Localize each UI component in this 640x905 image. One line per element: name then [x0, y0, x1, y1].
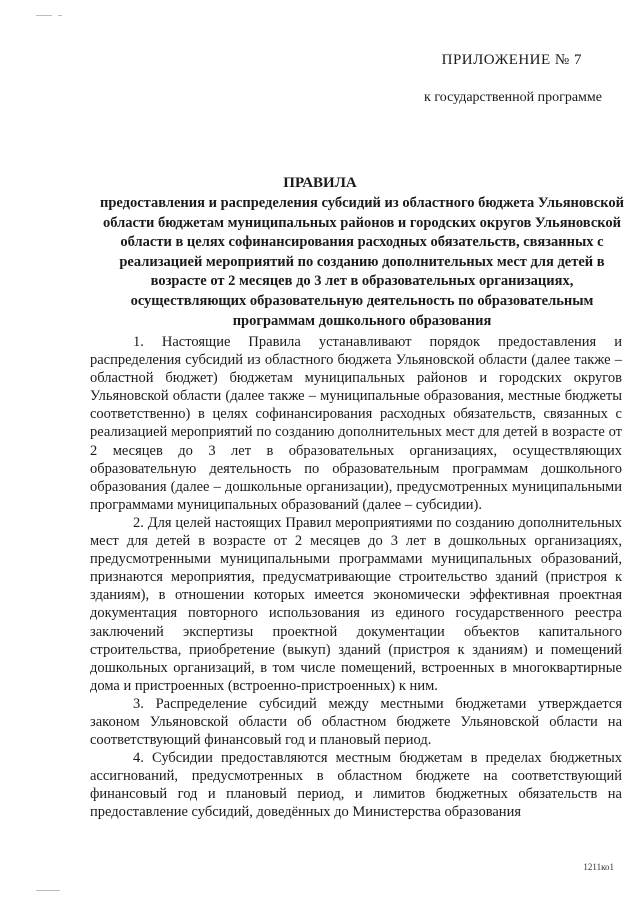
document-subtitle: предоставления и распределения субсидий из областного бюджета Ульяновской области бюджетам муниципальных районов и городских округов Ульяновской области в целях софинансирования расходных обязательств, связанных с реализацией мероприятий по созданию дополнительных мест для детей в возрасте от 2 месяцев до 3 лет в образовательных организациях, осуществляющих образовательную деятельность по образовательным программам дошкольного образования [99, 195, 625, 329]
paragraph-4: 4. Субсидии предоставляются местным бюджетам в пределах бюджетных ассигнований, предусмотренных в областном бюджете на соответствующий финансовый год и плановый период, и лимитов бюджетных обязательств на предоставление субсидий, доведённых до Министерства образования [90, 750, 622, 821]
scan-mark-bottom [36, 890, 60, 891]
scan-mark-top [36, 15, 52, 16]
document-body [90, 333, 622, 822]
document-code: 1211ко1 [583, 862, 614, 872]
program-reference: к государственной программе [424, 90, 602, 105]
scan-mark-top-2 [58, 15, 62, 16]
paragraph-2: 2. Для целей настоящих Правил мероприятиями по созданию дополнительных мест для детей в возрасте от 2 месяцев до 3 лет в дошкольных организациях, предусмотренными муниципальными программами муниципальных образований, признаются мероприятия, предусматривающие строительство зданий (пристроя к зданиям), в отношении которых имеется экономически эффективная проектная документация повторного использования из единого государственного реестра заключений экспертизы проектной документации объектов капитального строительства, приобретение (выкуп) зданий (пристроя к зданиям) и помещений дошкольных организаций, в том числе помещений, встроенных в многоквартирные дома и пристроенных (встроенно-пристроенных) к ним. [90, 514, 622, 694]
paragraph-1: 1. Настоящие Правила устанавливают порядок предоставления и распределения субсидий из областного бюджета Ульяновской области (далее также – областной бюджет) бюджетам муниципальных районов и городских округов Ульяновской области (далее также – муниципальные образования, местные бюджеты соответственно) в целях софинансирования расходных обязательств, связанных с реализацией мероприятий по созданию дополнительных мест для детей в возрасте от 2 месяцев до 3 лет в образовательных организациях, осуществляющих образовательную деятельность по образовательным программам дошкольного образования (далее – дошкольные организации), предусмотренных муниципальными программами муниципальных образований (далее – субсидии). [90, 334, 622, 513]
appendix-number: ПРИЛОЖЕНИЕ № 7 [441, 52, 582, 68]
document-title: ПРАВИЛА [283, 175, 357, 191]
paragraph-3: 3. Распределение субсидий между местными бюджетами утверждается законом Ульяновской области об областном бюджете Ульяновской области на соответствующий финансовый год и плановый период. [90, 695, 622, 749]
